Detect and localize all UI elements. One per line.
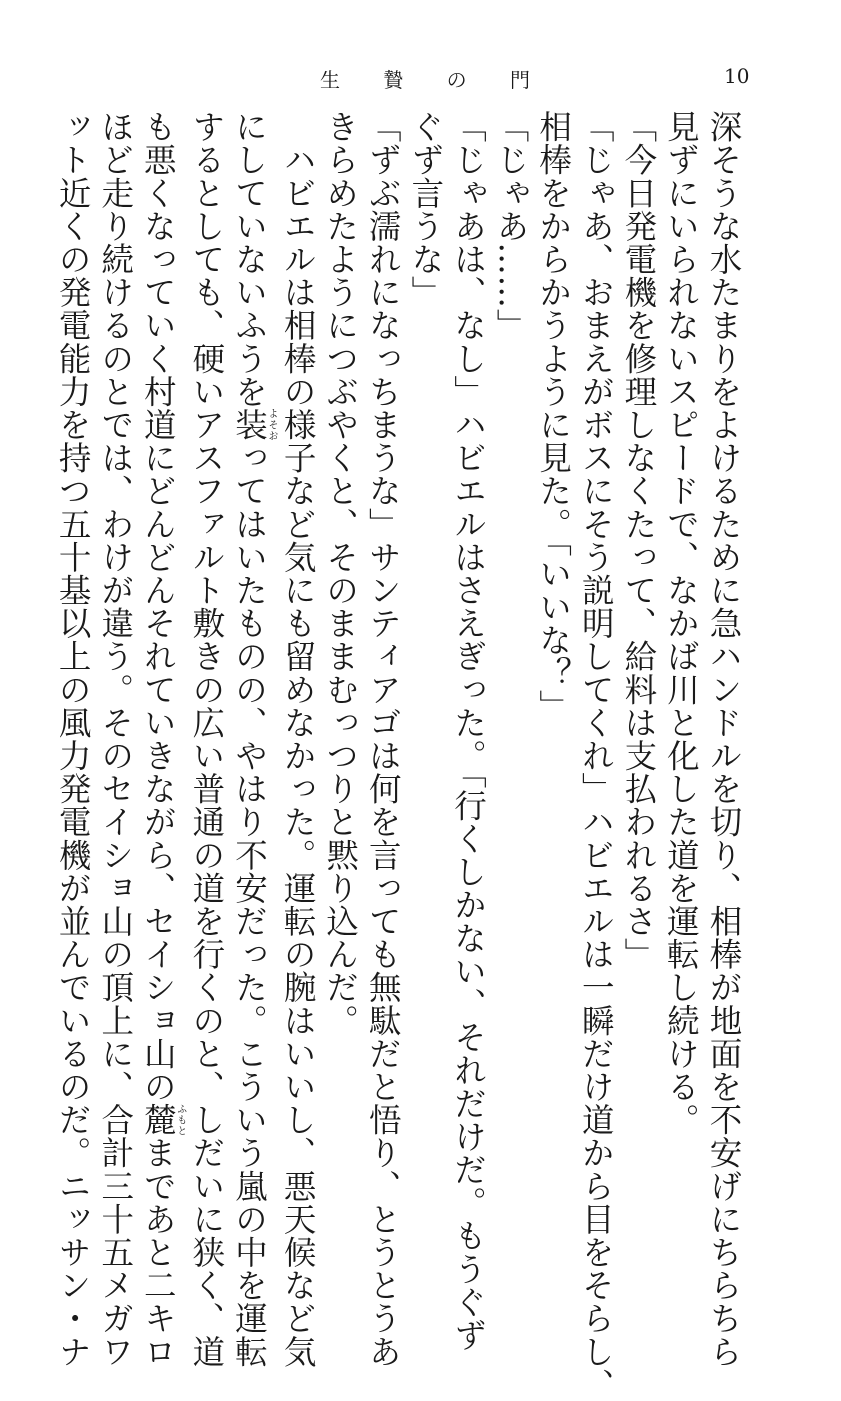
text-line: ぐず言うな」 — [406, 110, 445, 309]
running-head-char: 贄 — [383, 68, 404, 92]
running-head-char: の — [446, 68, 467, 92]
text-line: 「じゃあは、なし」ハビエルはさえぎった。「行くしかない、それだけだ。もうぐず — [449, 110, 488, 1352]
text-line: 「ずぶ濡れになっちまうな」サンティアゴは何を言っても無駄だと悟り、とうとうあ — [364, 110, 403, 1368]
running-head-char: 生 — [320, 68, 340, 92]
text-line-with-ruby: も悪くなっていく村道にどんどんそれていきながら、セイショ山の麓ふもとまであと二キロ — [139, 110, 186, 1368]
running-head-char: 門 — [509, 68, 530, 92]
page-number: 10 — [724, 64, 750, 88]
text-line: きらめたようにつぶやくと、そのままむっつりと黙り込んだ。 — [321, 110, 360, 1037]
text-line: 深そうな水たまりをよけるために急ハンドルを切り、相棒が地面を不安げにちらちら — [705, 110, 743, 1368]
text-line: 見ずにいられないスピードで、なかば川と化した道を運転し続ける。 — [662, 110, 701, 1137]
text-line: ット近くの発電能力を持つ五十基以上の風力発電機が並んでいるのだ。ニッサン・ナ — [54, 110, 93, 1368]
text-line: 「じゃあ……」 — [492, 110, 531, 342]
text-line: ハビエルは相棒の様子など気にも留めなかった。運転の腕はいいし、悪天候など気 — [279, 110, 318, 1368]
text-line: 「じゃあ、おまえがボスにそう説明してくれ」ハビエルは一瞬だけ道から目をそらし、 — [577, 110, 616, 1401]
text-line: するとしても、硬いアスファルト敷きの広い普通の道を行くのと、しだいに狭く、道 — [187, 110, 226, 1368]
text-line: 相棒をからかうように見た。「いいな？」 — [534, 110, 573, 723]
text-line-with-ruby: にしていないふうを装よそおってはいたものの、やはり不安だった。こういう嵐の中を運転 — [230, 110, 277, 1368]
text-line: 「今日発電機を修理しなくたって、給料は支払われるさ」 — [619, 110, 658, 971]
ruby-annotation: 麓ふもと — [139, 1103, 186, 1137]
running-head — [320, 64, 530, 93]
text-line: ほど走り続けるのとでは、わけが違う。そのセイショ山の頂上に、合計三十五メガワ — [96, 110, 135, 1368]
body-text — [52, 110, 746, 1401]
ruby-annotation: 装よそお — [230, 407, 277, 442]
ruby-reading: よそお — [265, 407, 277, 442]
ruby-reading: ふもと — [174, 1103, 186, 1137]
